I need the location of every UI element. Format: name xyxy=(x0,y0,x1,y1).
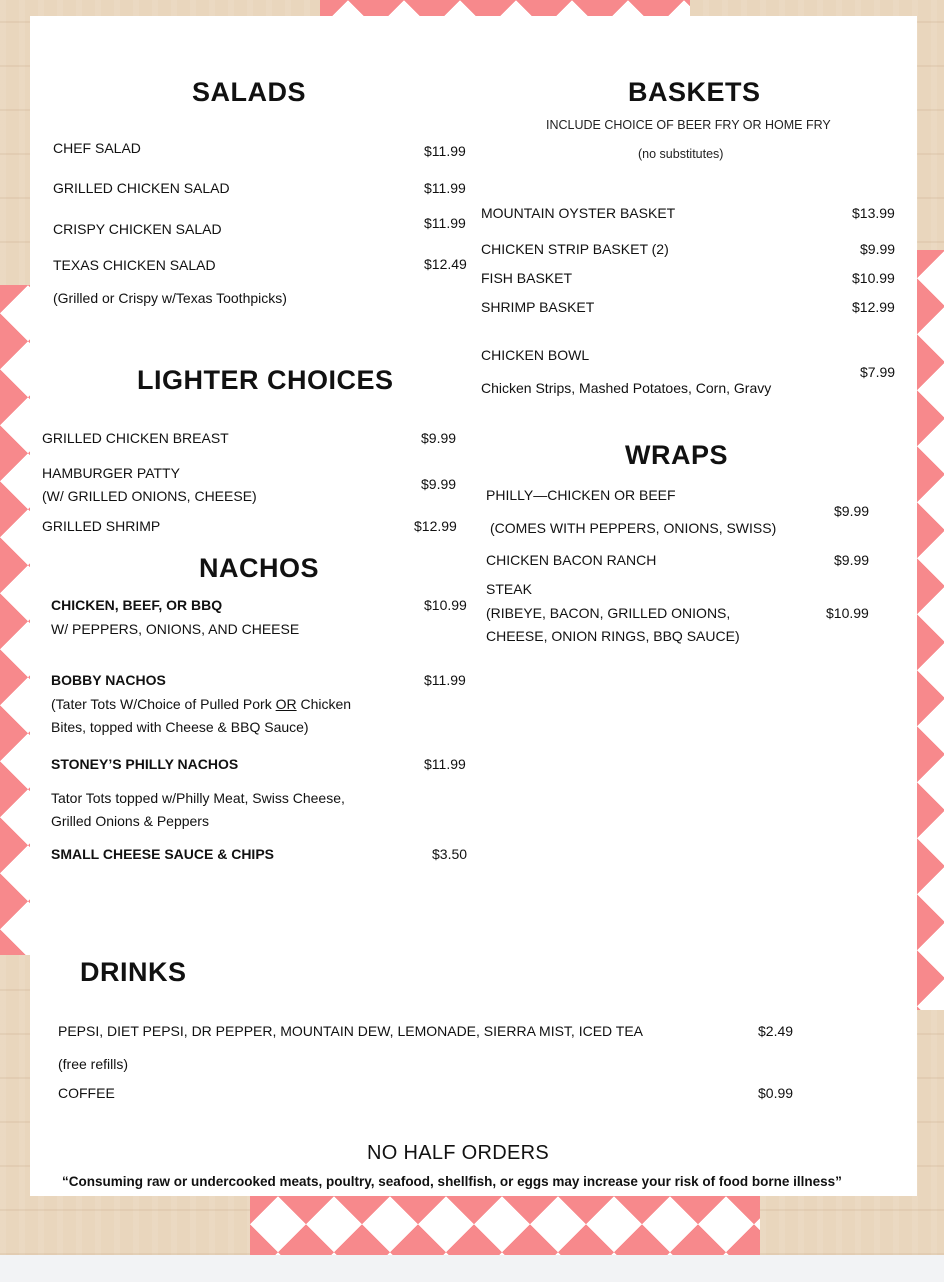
tablecloth-top xyxy=(320,0,690,16)
wrap-item-price: $10.99 xyxy=(826,605,869,621)
drink-item-note: (free refills) xyxy=(58,1056,129,1072)
baskets-heading: BASKETS xyxy=(628,77,761,107)
drink-item-price: $0.99 xyxy=(758,1085,794,1101)
drink-item-name: PEPSI, DIET PEPSI, DR PEPPER, MOUNTAIN DEW, LEMONADE, SIERRA MIST, ICED TEA xyxy=(58,1023,644,1039)
nacho-item-desc xyxy=(51,696,351,712)
food-safety-warning: “Consuming raw or undercooked meats, poultry, seafood, shellfish, or eggs may increase your risk of food borne illness” xyxy=(62,1174,842,1189)
lighter-item-price: $12.99 xyxy=(414,518,457,534)
nacho-item-desc: Tator Tots topped w/Philly Meat, Swiss Cheese, xyxy=(51,790,345,806)
basket-item-name: FISH BASKET xyxy=(481,270,573,286)
salad-item-name: CHEF SALAD xyxy=(53,140,141,156)
lighter-item-desc: (W/ GRILLED ONIONS, CHEESE) xyxy=(42,488,257,504)
nacho-item-price: $10.99 xyxy=(424,597,467,613)
basket-item-price: $13.99 xyxy=(852,205,895,221)
baskets-subtitle: INCLUDE CHOICE OF BEER FRY OR HOME FRY xyxy=(546,118,831,132)
basket-item-name: SHRIMP BASKET xyxy=(481,299,595,315)
tablecloth-right xyxy=(917,250,944,1010)
nacho-item-desc: Bites, topped with Cheese & BBQ Sauce) xyxy=(51,719,309,735)
salad-item-price: $11.99 xyxy=(424,143,466,159)
basket-item-price: $10.99 xyxy=(852,270,895,286)
nacho-item-name: SMALL CHEESE SAUCE & CHIPS xyxy=(51,846,274,862)
wrap-item-desc: (RIBEYE, BACON, GRILLED ONIONS, xyxy=(486,605,731,621)
salad-item-price: $11.99 xyxy=(424,215,466,231)
basket-item-price: $12.99 xyxy=(852,299,895,315)
tablecloth-left xyxy=(0,285,30,955)
lighter-item-price: $9.99 xyxy=(421,430,457,446)
lighter-choices-heading: LIGHTER CHOICES xyxy=(137,365,394,395)
lighter-item-name: HAMBURGER PATTY xyxy=(42,465,180,481)
basket-item-name: CHICKEN STRIP BASKET (2) xyxy=(481,241,669,257)
wrap-item-name: PHILLY—CHICKEN OR BEEF xyxy=(486,487,676,503)
wrap-item-desc: (COMES WITH PEPPERS, ONIONS, SWISS) xyxy=(490,520,777,536)
nacho-item-name: CHICKEN, BEEF, OR BBQ xyxy=(51,597,223,613)
salad-item-name: GRILLED CHICKEN SALAD xyxy=(53,180,230,196)
tablecloth-bottom xyxy=(250,1196,760,1255)
drinks-heading: DRINKS xyxy=(80,957,187,987)
salad-item-price: $12.49 xyxy=(424,256,467,272)
basket-item-price: $9.99 xyxy=(860,241,896,257)
basket-item-desc: Chicken Strips, Mashed Potatoes, Corn, Gravy xyxy=(481,380,772,396)
salads-heading: SALADS xyxy=(192,77,307,107)
salad-item-name: CRISPY CHICKEN SALAD xyxy=(53,221,222,237)
lighter-item-name: GRILLED SHRIMP xyxy=(42,518,161,534)
basket-item-name: MOUNTAIN OYSTER BASKET xyxy=(481,205,676,221)
wraps-heading: WRAPS xyxy=(625,440,728,470)
lighter-item-name: GRILLED CHICKEN BREAST xyxy=(42,430,229,446)
nachos-heading: NACHOS xyxy=(199,553,320,583)
nacho-desc-or: OR xyxy=(275,696,297,712)
wrap-item-name: CHICKEN BACON RANCH xyxy=(486,552,657,568)
nacho-item-desc: W/ PEPPERS, ONIONS, AND CHEESE xyxy=(51,621,300,637)
lighter-item-price: $9.99 xyxy=(421,476,457,492)
nacho-item-price: $11.99 xyxy=(424,756,466,772)
nacho-item-price: $11.99 xyxy=(424,672,466,688)
salad-item-price: $11.99 xyxy=(424,180,466,196)
wrap-item-price: $9.99 xyxy=(834,503,870,519)
basket-item-price: $7.99 xyxy=(860,364,896,380)
baskets-subnote: (no substitutes) xyxy=(638,147,724,161)
drink-item-name: COFFEE xyxy=(58,1085,115,1101)
basket-item-name: CHICKEN BOWL xyxy=(481,347,590,363)
drink-item-price: $2.49 xyxy=(758,1023,794,1039)
nacho-item-price: $3.50 xyxy=(432,846,468,862)
no-half-orders-notice: NO HALF ORDERS xyxy=(367,1142,550,1164)
wrap-item-price: $9.99 xyxy=(834,552,870,568)
wrap-item-desc: CHEESE, ONION RINGS, BBQ SAUCE) xyxy=(486,628,740,644)
nacho-item-name: BOBBY NACHOS xyxy=(51,672,166,688)
salad-item-name: TEXAS CHICKEN SALAD xyxy=(53,257,216,273)
nacho-item-name: STONEY’S PHILLY NACHOS xyxy=(51,756,239,772)
nacho-desc-part: (Tater Tots W/Choice of Pulled Pork xyxy=(51,696,276,712)
salad-item-note: (Grilled or Crispy w/Texas Toothpicks) xyxy=(53,290,287,306)
nacho-item-desc: Grilled Onions & Peppers xyxy=(51,813,209,829)
wrap-item-name: STEAK xyxy=(486,581,532,597)
nacho-desc-part: Chicken xyxy=(296,696,352,712)
